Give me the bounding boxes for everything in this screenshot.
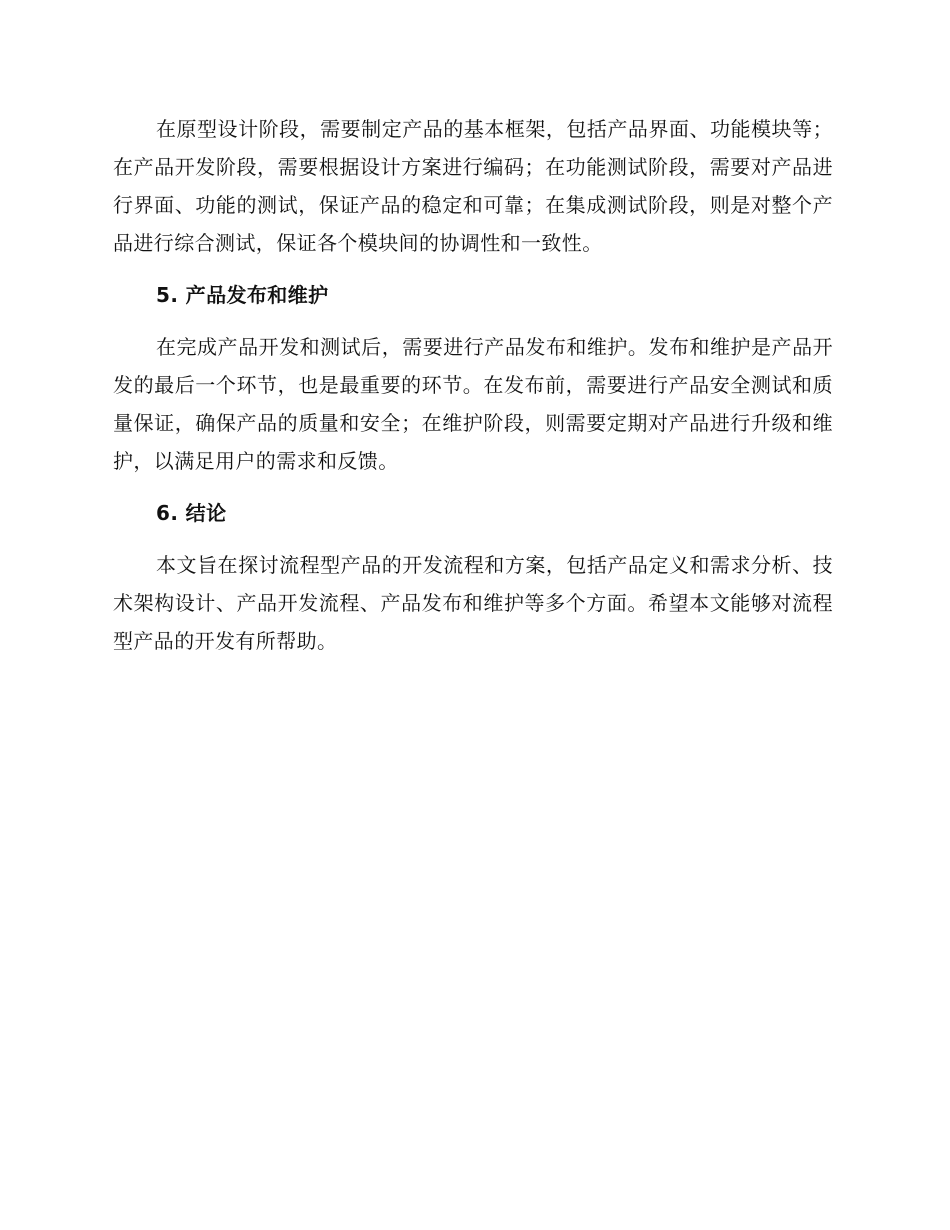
spacer: [113, 262, 833, 276]
section-heading-conclusion: 6. 结论: [156, 501, 227, 525]
paragraph-conclusion: 本文旨在探讨流程型产品的开发流程和方案，包括产品定义和需求分析、技术架构设计、产品开发流程、产品发布和维护等多个方面。希望本文能够对流程型产品的开发有所帮助。: [113, 553, 833, 653]
paragraph-testing-stages: 在原型设计阶段，需要制定产品的基本框架，包括产品界面、功能模块等；在产品开发阶段，需要根据设计方案进行编码；在功能测试阶段，需要对产品进行界面、功能的测试，保证产品的稳定和可靠；在集成测试阶段，则是对整个产品进行综合测试，保证各个模块间的协调性和一致性。: [113, 117, 833, 255]
document-body: [113, 110, 833, 660]
spacer: [113, 532, 833, 546]
section-heading-release-maintenance: 5. 产品发布和维护: [156, 283, 329, 307]
spacer: [113, 480, 833, 494]
paragraph-release-maintenance: 在完成产品开发和测试后，需要进行产品发布和维护。发布和维护是产品开发的最后一个环节，也是最重要的环节。在发布前，需要进行产品安全测试和质量保证，确保产品的质量和安全；在维护阶段，则需要定期对产品进行升级和维护，以满足用户的需求和反馈。: [113, 335, 833, 473]
spacer: [113, 314, 833, 328]
